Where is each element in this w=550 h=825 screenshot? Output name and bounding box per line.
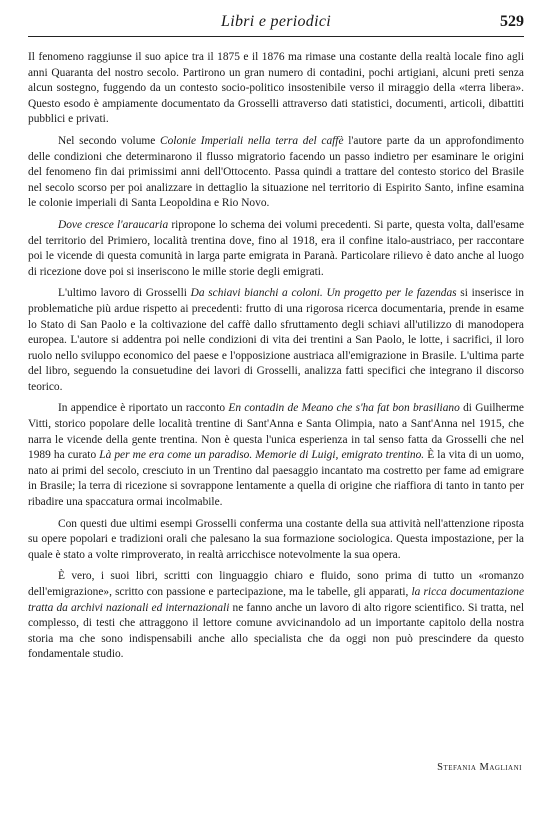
paragraph-text: di Guilherme Vitti, storico popolare delle località trentine di Sant'Anna e Santa Olimpia, nato a Sant'Anna nel 1915, che narra le vicende della gente trentina. Non è questa l'unica esperienza in tal senso fatta da Grosselli che nel 1989 ha curato: [28, 402, 524, 462]
italic-title-text: Dove cresce l'araucaria: [58, 218, 169, 231]
page-number: 529: [500, 13, 524, 30]
paragraph-text: ripropone lo schema dei volumi precedenti. Si parte, questa volta, dall'esame del territorio del Primiero, località trentina dove, fino al 1918, era il confine italo-austriaco, per raccontare poi le vicende di questa comunità in larga parte emigrata in Paranà. Particolare rilievo è dato anche al luogo di ricezione dove poi si inseriscono le mille storie degli emigrati.: [28, 218, 524, 278]
paragraph-text: Nel secondo volume: [58, 134, 161, 147]
paragraph-text: Con questi due ultimi esempi Grosselli conferma una costante della sua attività nell'attenzione riposta su opere popolari e tradizioni orali che palesano la sua formazione sociologica. Questa impostazione, per la quale è stato a volte rimproverato, in realtà arricchisce notevolmente la sua opera.: [28, 517, 524, 561]
paragraph-text: l'autore parte da un approfondimento delle condizioni che determinarono il flusso migratorio facendo un passo indietro per esaminare le origini del fenomeno fin dai primissimi anni dell'Ottocento. Passa quindi a trattare del contesto storico del Brasile nel secolo scorso per poi analizzare in dettaglio la situazione nel territorio di Espirito Santo, infine esamina le colonie imperiali di Santa Leopoldina e Rio Novo.: [28, 134, 525, 210]
italic-title-text: Là per me era come un paradiso. Memorie di Luigi, emigrato trentino.: [99, 449, 425, 462]
italic-title-text: En contadin de Meano che s'ha fat bon brasiliano: [228, 402, 460, 415]
paragraph-text: ne fanno anche un lavoro di alto rigore scientifico. Si tratta, nel complesso, di testi che attraggono il lettore comune avvicinandolo ad un importante capitolo della nostra storia ma che sono indispensabili anche allo specialista che da oggi non può prescindere da questo fondamentale studio.: [28, 601, 524, 661]
body-paragraph: [28, 401, 524, 510]
body-paragraph: [28, 134, 524, 212]
body-paragraph: [28, 50, 524, 128]
paragraph-text: si inserisce in problematiche più ardue rispetto ai precedenti: frutto di una rigorosa ricerca documentaria, prende in esame lo Stato di San Paolo e la coltivazione del caffè dallo sfruttamento degli schiavi all'utilizzo di manodopera europea. L'autore si addentra poi nelle condizioni di vita dei trentini a San Paolo, le lotte, i sacrifici, il loro ruolo nello sviluppo economico del paese e l'opposizione austriaca all'emigrazione in Brasile. L'ultima parte del libro, seguendo la consuetudine dei lavori di Grosselli, analizza fatti specifici che integrano il discorso teorico.: [28, 287, 524, 393]
body-paragraph: [28, 286, 524, 395]
paragraph-text: In appendice è riportato un racconto: [58, 402, 229, 415]
paragraph-text: L'ultimo lavoro di Grosselli: [58, 287, 191, 300]
body-paragraph: [28, 517, 524, 564]
review-body: [28, 50, 524, 669]
running-header-title: Libri e periodici: [221, 13, 331, 30]
paragraph-text: Il fenomeno raggiunse il suo apice tra il 1875 e il 1876 ma rimase una costante della realtà locale fino agli anni Quaranta del nostro secolo. Partirono un gran numero di contadini, pochi artigiani, alcuni preti senza alcun sostegno, fuggendo da un contesto socio-politico insostenibile verso il miraggio della «terra libera». Questo esodo è ampiamente documentato da Grosselli attraverso dati statistici, documenti, articoli, dibattiti pubblici e privati.: [28, 51, 524, 126]
body-paragraph: [28, 569, 524, 663]
header-rule: [28, 36, 524, 37]
running-header: [28, 13, 524, 37]
italic-title-text: la ricca documentazione tratta da archivi nazionali ed internazionali: [28, 586, 525, 614]
body-paragraph: [28, 218, 524, 280]
paragraph-text: È la vita di un uomo, nato ai primi del secolo, cresciuto in un Trentino dal paesaggio incantato ma costretto per fame ad emigrare in Brasile; la terra di ricezione si sovrappone lentamente a quella di origine che riaffiora di tanto in tanto per ribadire una spaccatura ormai incolmabile.: [28, 449, 524, 509]
italic-title-text: Colonie Imperiali nella terra del caffè: [160, 134, 344, 147]
italic-title-text: Da schiavi bianchi a coloni. Un progetto per le fazendas: [190, 287, 457, 300]
author-signature: Stefania Magliani: [437, 762, 522, 773]
paragraph-text: È vero, i suoi libri, scritti con linguaggio chiaro e fluido, sono prima di tutto un «romanzo dell'emigrazione», scritto con passione e partecipazione, ma le tabelle, gli apparati,: [28, 570, 524, 598]
